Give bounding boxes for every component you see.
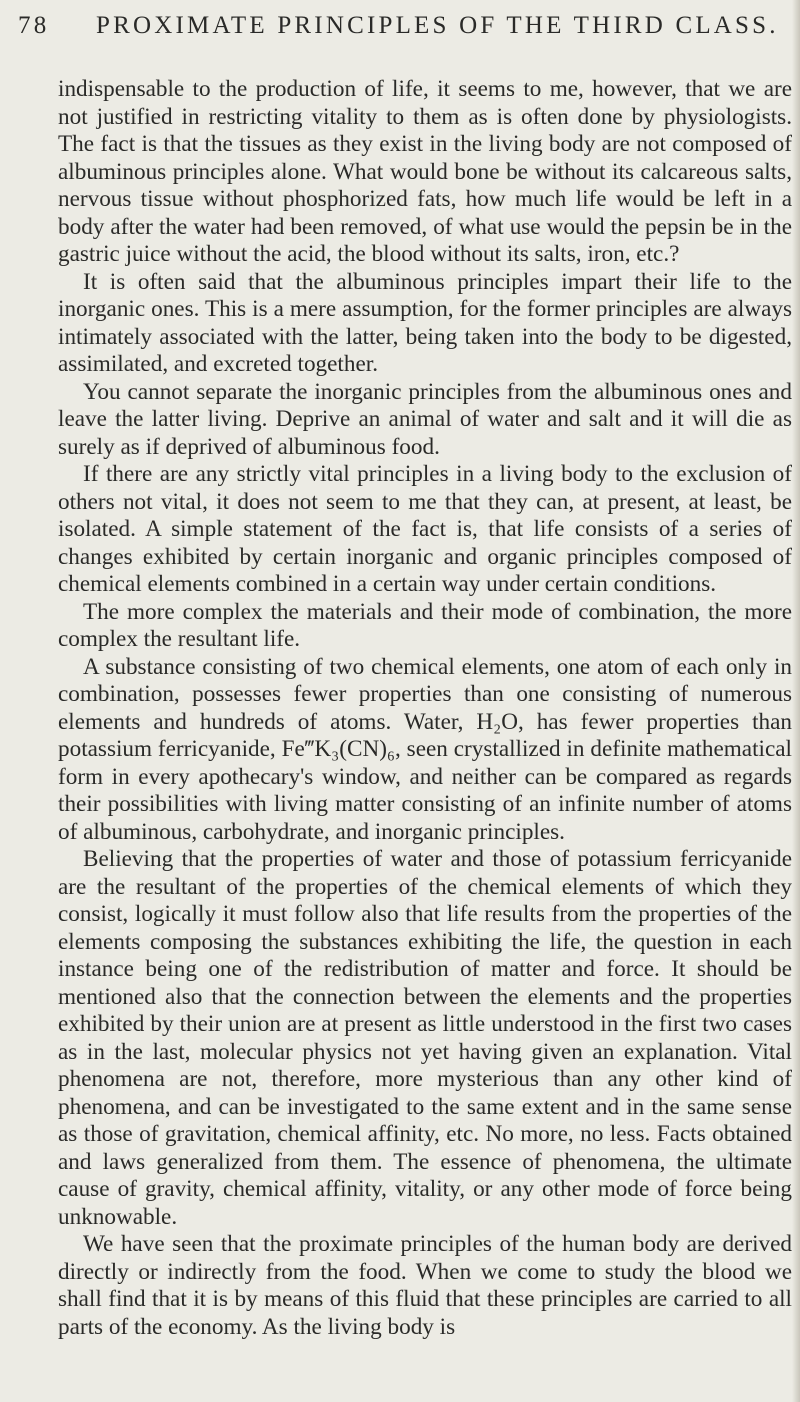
body-text (58, 76, 792, 1341)
paragraph: The more complex the materials and their mode of combination, the more complex the resultant life. (58, 598, 792, 652)
running-header (18, 0, 792, 40)
paragraph: indispensable to the production of life, it seems to me, however, that we are not justified in restricting vitality to them as is often done by physiologists. The fact is that the tissues as they exist in the living body are not composed of albuminous principles alone. What would bone be without its calcareous salts, nervous tissue without phosphorized fats, how much life would be left in a body after the water had been removed, of what use would the pepsin be in the gastric juice without the acid, the blood without its salts, iron, etc.? (58, 76, 792, 267)
running-title: PROXIMATE PRINCIPLES OF THE THIRD CLASS. (96, 12, 779, 39)
page-number: 78 (18, 12, 50, 39)
paragraph: A substance consisting of two chemical elements, one atom of each only in combination, possesses fewer properties than one consisting of numerous elements and hundreds of atoms. Water, H₂O, has fewer properties than potassium ferricyanide, Fe‴K₃(CN)₆, seen crystallized in definite mathematical form in every apothecary's window, and neither can be compared as regards their possibilities with living matter consisting of an infinite number of atoms of albuminous, carbohydrate, and inorganic principles. (58, 653, 792, 845)
paragraph: If there are any strictly vital principles in a living body to the exclusion of others not vital, it does not seem to me that they can, at present, at least, be isolated. A simple statement of the fact is, that life consists of a series of changes exhibited by certain inorganic and organic principles composed of chemical elements combined in a certain way under certain conditions. (58, 461, 792, 597)
page-edge-shadow (792, 0, 800, 1402)
paragraph: Believing that the properties of water and those of potassium ferricyanide are the resultant of the properties of the chemical elements of which they consist, logically it must follow also that life results from the properties of the elements composing the substances exhibiting the life, the question in each instance being one of the redistribution of matter and force. It should be mentioned also that the connection between the elements and the properties exhibited by their union are at present as little understood in the first two cases as in the last, molecular physics not yet having given an explanation. Vital phenomena are not, therefore, more mysterious than any other kind of phenomena, and can be investigated to the same extent and in the same sense as those of gravitation, chemical affinity, etc. No more, no less. Facts obtained and laws generalized from them. The essence of phenomena, the ultimate cause of gravity, chemical affinity, vitality, or any other mode of force being unknowable. (58, 846, 792, 1230)
paragraph: It is often said that the albuminous principles impart their life to the inorganic ones. This is a mere assumption, for the former principles are always intimately associated with the latter, being taken into the body to be digested, assimilated, and excreted together. (58, 268, 792, 377)
paragraph: You cannot separate the inorganic principles from the albuminous ones and leave the latter living. Deprive an animal of water and salt and it will die as surely as if deprived of albuminous food. (58, 378, 792, 460)
paragraph: We have seen that the proximate principles of the human body are derived directly or indirectly from the food. When we come to study the blood we shall find that it is by means of this fluid that these principles are carried to all parts of the economy. As the living body is (58, 1231, 792, 1340)
